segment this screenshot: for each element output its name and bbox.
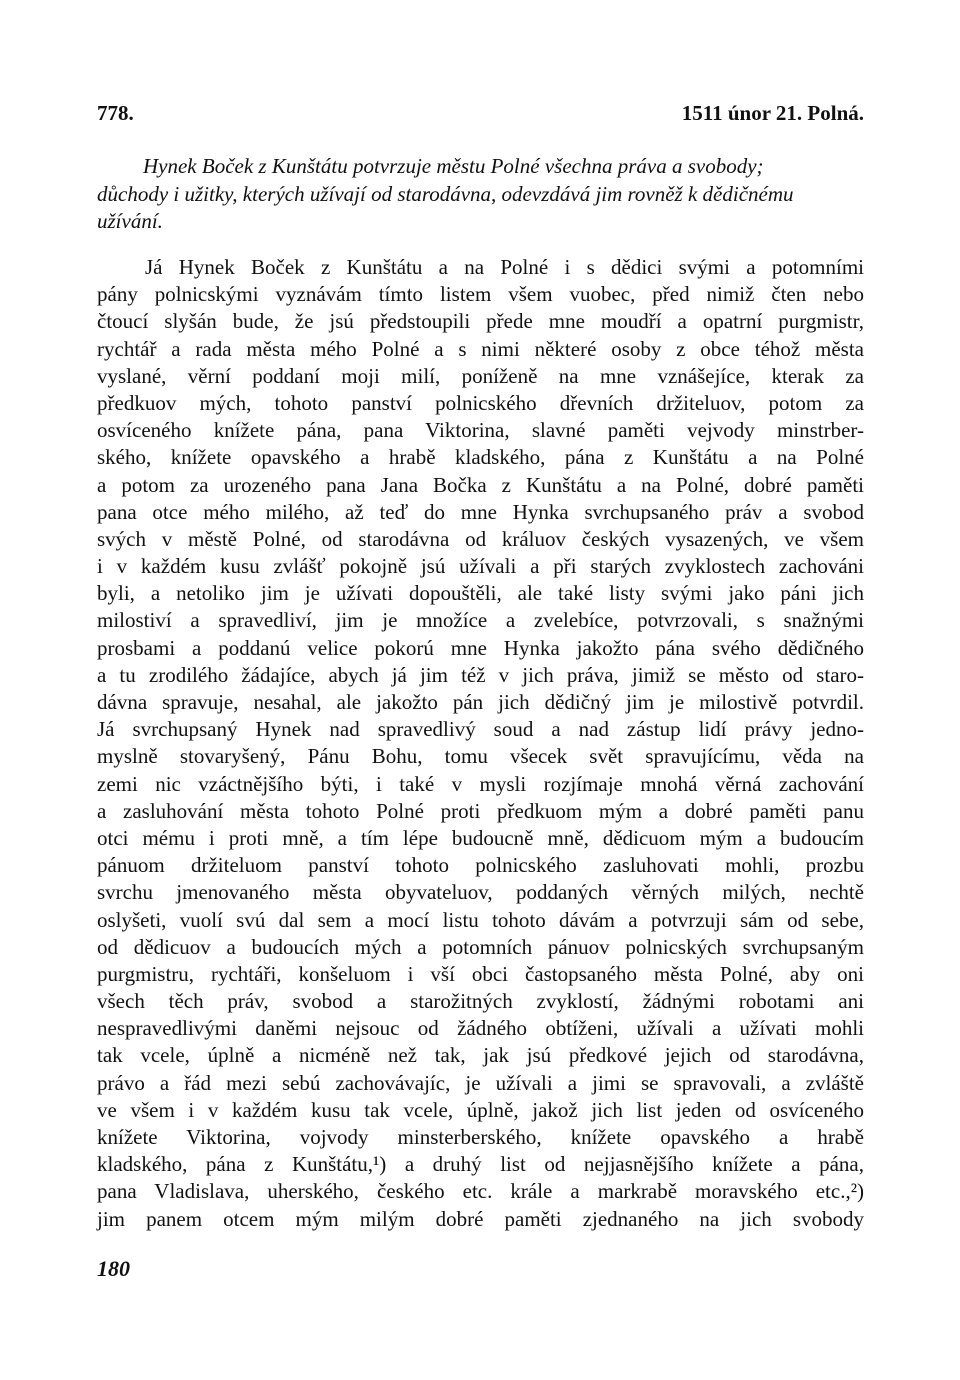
text-line: právo a řád mezi sebú zachovávajíc, je užívali a jimi se spravovali, a zvláště	[97, 1070, 864, 1095]
text-line: a tu zrodilého žádajíce, abych já jim též v jich práva, jimiž se město od staro-	[97, 662, 864, 687]
text-line: pana otce mého milého, až teď do mne Hynka svrchupsaného práv a svobod	[97, 499, 864, 524]
text-line: purgmistru, rychtáři, konšeluom i vší obci častopsaného města Polné, aby oni	[97, 961, 864, 986]
text-line: oslyšeti, vuolí svú dal sem a mocí listu tohoto dávám a potvrzuji sám od sebe,	[97, 907, 864, 932]
text-line: a zasluhování města tohoto Polné proti předkuom mým a dobré paměti panu	[97, 798, 864, 823]
document-number: 778.	[97, 101, 134, 125]
regest-summary	[97, 153, 867, 236]
text-line: zemi nic vzáctnějšího býti, i také v mysli rozjímaje mnohá věrná zachování	[97, 771, 864, 796]
text-line: pány polnicskými vyznávám tímto listem všem vuobec, před nimiž čten nebo	[97, 282, 864, 307]
text-line: Já svrchupsaný Hynek nad spravedlivý soud a nad zástup lidí právy jedno-	[97, 717, 864, 742]
text-line: prosbami a poddanú velice pokorú mne Hynka jakožto pána svého dědičného	[97, 635, 864, 660]
text-line: ského, knížete opavského a hrabě kladského, pána z Kunštátu a na Polné	[97, 445, 864, 470]
text-line: osvíceného knížete pána, pana Viktorina, slavné paměti vejvody minstrber-	[97, 418, 864, 443]
text-line: svých v městě Polné, od starodávna od králuov českých vysazených, ve všem	[97, 526, 864, 551]
text-line: knížete Viktorina, vojvody minsterberského, knížete opavského a hrabě	[97, 1125, 864, 1149]
text-line: čtoucí slyšán bude, že jsú předstoupili přede mne moudří a opatrní purgmistr,	[97, 309, 864, 334]
charter-text	[97, 254, 864, 1233]
text-line: ve všem i v každém kusu tak vcele, úplně, jakož jich list jeden od osvíceného	[97, 1097, 864, 1122]
text-line: kladského, pána z Kunštátu,¹) a druhý list od nejjasnějšího knížete a pána,	[97, 1152, 864, 1177]
summary-line: Hynek Boček z Kunštátu potvrzuje městu Polné všechna práva a svobody;	[143, 154, 764, 178]
text-line: vyslané, věrní poddaní moji milí, poníženě na mne vznášejíce, kterak za	[97, 363, 864, 388]
text-line: dávna spravuje, nesahal, ale jakožto pán jich dědičný jim je milostivě potvrdil.	[97, 690, 864, 714]
text-line: a potom za urozeného pana Jana Bočka z Kunštátu a na Polné, dobré paměti	[97, 472, 864, 497]
text-line: Já Hynek Boček z Kunštátu a na Polné i s dědici svými a potomními	[145, 255, 864, 279]
text-line: tak vcele, úplně a nicméně než tak, jak jsú předkové jejich od starodávna,	[97, 1043, 864, 1068]
text-line: všech těch práv, svobod a starožitných zvyklostí, žádnými robotami ani	[97, 989, 864, 1014]
text-line: jim panem otcem mým milým dobré paměti zjednaného na jich svobody	[97, 1206, 864, 1231]
text-line: rychtář a rada města mého Polné a s nimi některé osoby z obce téhož města	[97, 336, 864, 361]
summary-line: důchody i užitky, kterých užívají od starodávna, odevzdává jim rovněž k dědičnému	[97, 181, 794, 206]
text-line: pánuom držiteluom panství tohoto polnicského zasluhovati mohli, prozbu	[97, 853, 864, 878]
text-line: pana Vladislava, uherského, českého etc. krále a markrabě moravského etc.,²)	[97, 1179, 864, 1204]
text-line: svrchu jmenovaného města obyvateluov, poddaných věrných milých, nechtě	[97, 880, 864, 905]
text-line: nespravedlivými daněmi nejsouc od žádného obtíženi, užívali a užívati mohli	[97, 1016, 864, 1041]
text-line: otci mému i proti mně, a tím lépe budoucně mně, dědicuom mým a budoucím	[97, 825, 864, 850]
text-line: předkuov mých, tohoto panství polnicského dřevních držiteluov, potom za	[97, 390, 864, 415]
date-place-heading: 1511 únor 21. Polná.	[681, 101, 864, 125]
text-line: i v každém kusu zvlášť pokojně jsú užívali a při starých zvyklostech zachováni	[97, 554, 864, 579]
summary-line: užívání.	[97, 209, 163, 233]
text-line: od dědicuov a budoucích mých a potomních pánuov polnicských svrchupsaným	[97, 934, 864, 959]
page-header	[97, 101, 864, 131]
text-line: myslně stovaryšený, Pánu Bohu, tomu všecek svět spravujícímu, věda na	[97, 744, 864, 769]
text-line: byli, a netoliko jim je užívati dopouštěli, ale také listy svými jako páni jich	[97, 581, 864, 606]
page-number: 180	[97, 1256, 130, 1281]
text-line: milostiví a spravedliví, jim je množíce a zvelebíce, potvrzovali, s snažnými	[97, 608, 864, 633]
